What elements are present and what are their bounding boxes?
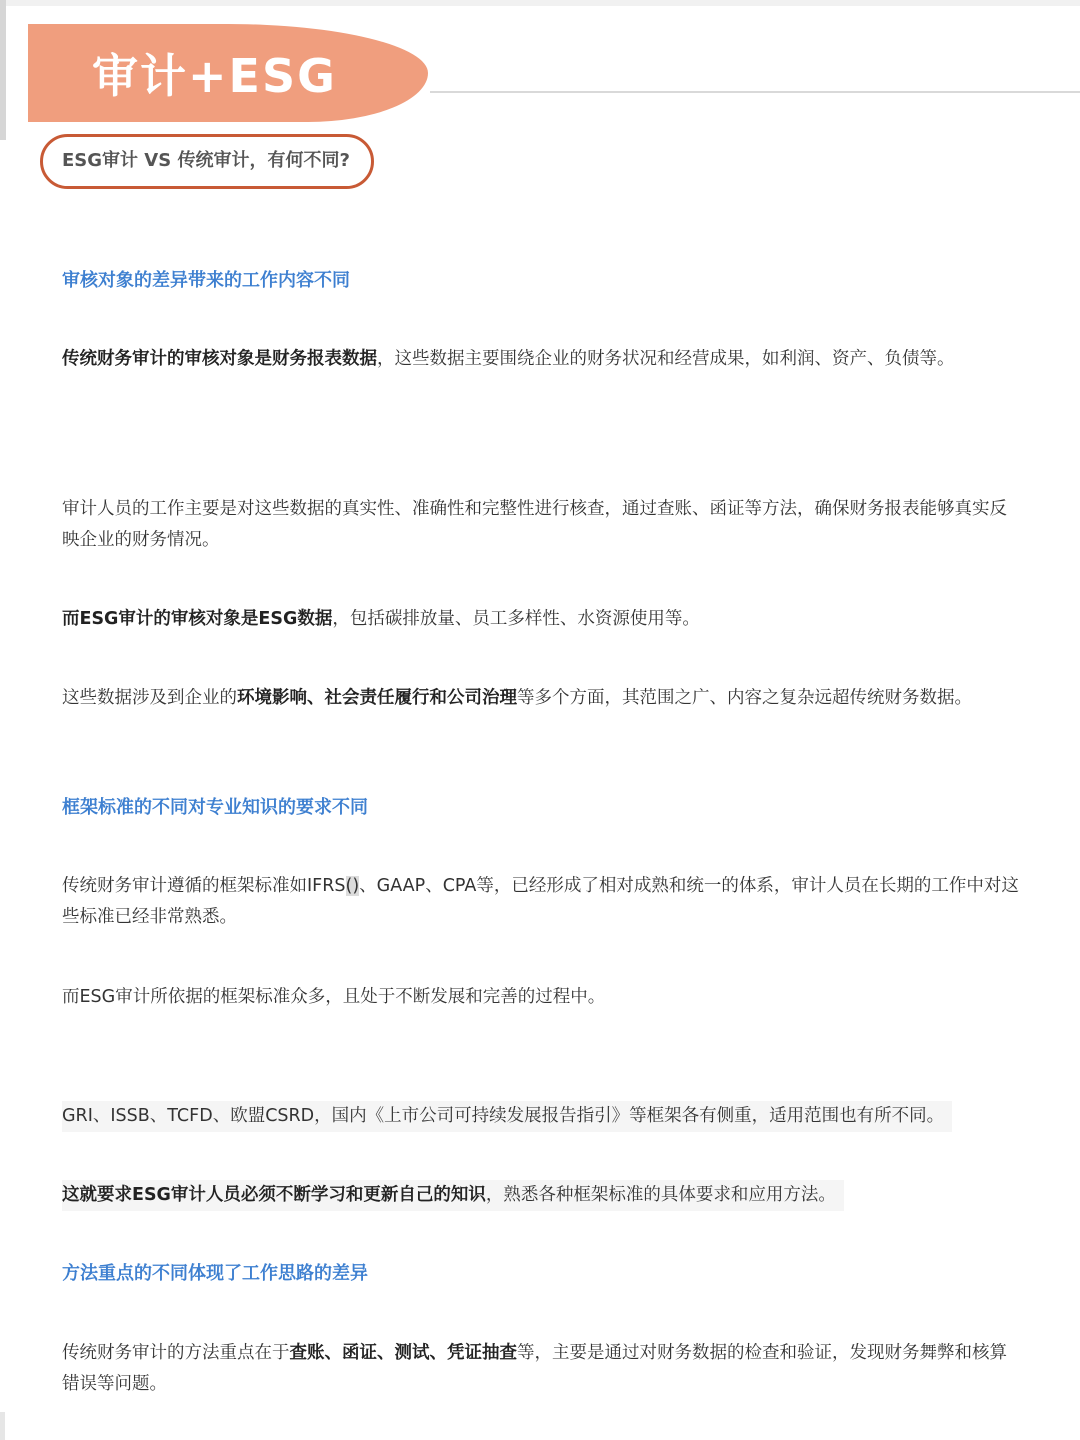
paragraph-4-text-a: 这些数据涉及到企业的 — [62, 688, 237, 708]
text-cursor-mark: () — [345, 876, 360, 896]
paragraph-1 — [62, 344, 1022, 375]
paragraph-4-bold: 环境影响、社会责任履行和公司治理 — [237, 688, 517, 708]
paragraph-3-text: ，包括碳排放量、员工多样性、水资源使用等。 — [332, 609, 700, 629]
paragraph-7: GRI、ISSB、TCFD、欧盟CSRD，国内《上市公司可持续发展报告指引》等框架各有侧重，适用范围也有所不同。 — [62, 1101, 952, 1132]
paragraph-4-text-b: 等多个方面，其范围之广、内容之复杂远超传统财务数据。 — [517, 688, 972, 708]
banner-divider — [430, 91, 1080, 93]
paragraph-9 — [62, 1338, 1022, 1400]
paragraph-8-text: ，熟悉各种框架标准的具体要求和应用方法。 — [485, 1185, 836, 1205]
paragraph-8-bold: 这就要求ESG审计人员必须不断学习和更新自己的知识 — [62, 1185, 486, 1205]
paragraph-6: 而ESG审计所依据的框架标准众多，且处于不断发展和完善的过程中。 — [62, 987, 606, 1007]
section-heading-1: 审核对象的差异带来的工作内容不同 — [62, 270, 350, 291]
section-heading-2: 框架标准的不同对专业知识的要求不同 — [62, 797, 368, 818]
banner-title: 审计+ESG — [92, 49, 337, 103]
left-edge-bar — [0, 0, 6, 140]
paragraph-1-bold: 传统财务审计的审核对象是财务报表数据 — [62, 349, 377, 369]
paragraph-9-text-a: 传统财务审计的方法重点在于 — [62, 1343, 290, 1363]
top-edge — [0, 0, 1080, 6]
paragraph-8 — [62, 1180, 844, 1211]
paragraph-9-bold: 查账、函证、测试、凭证抽查 — [289, 1343, 517, 1363]
subtitle: ESG审计 VS 传统审计，有何不同? — [62, 150, 350, 171]
paragraph-3-bold: 而ESG审计的审核对象是ESG数据 — [62, 609, 333, 629]
paragraph-4 — [62, 683, 1022, 714]
paragraph-1-text: ，这些数据主要围绕企业的财务状况和经营成果，如利润、资产、负债等。 — [377, 349, 955, 369]
paragraph-5-text-a: 传统财务审计遵循的框架标准如IFRS — [62, 876, 346, 896]
paragraph-5 — [62, 871, 1022, 933]
left-edge-bar-bottom — [0, 1412, 5, 1440]
paragraph-2: 审计人员的工作主要是对这些数据的真实性、准确性和完整性进行核查，通过查账、函证等方法，确保财务报表能够真实反映企业的财务情况。 — [62, 499, 1007, 550]
section-heading-3: 方法重点的不同体现了工作思路的差异 — [62, 1263, 368, 1284]
paragraph-3 — [62, 604, 1022, 635]
paragraph-9-text-b: 等，主要是通过对财务数据的检查和验证，发现财务舞弊和核算错误等问题。 — [62, 1343, 1007, 1394]
paragraph-5-text-b: 、GAAP、CPA等，已经形成了相对成熟和统一的体系，审计人员在长期的工作中对这些标准已经非常熟悉。 — [62, 876, 1019, 927]
